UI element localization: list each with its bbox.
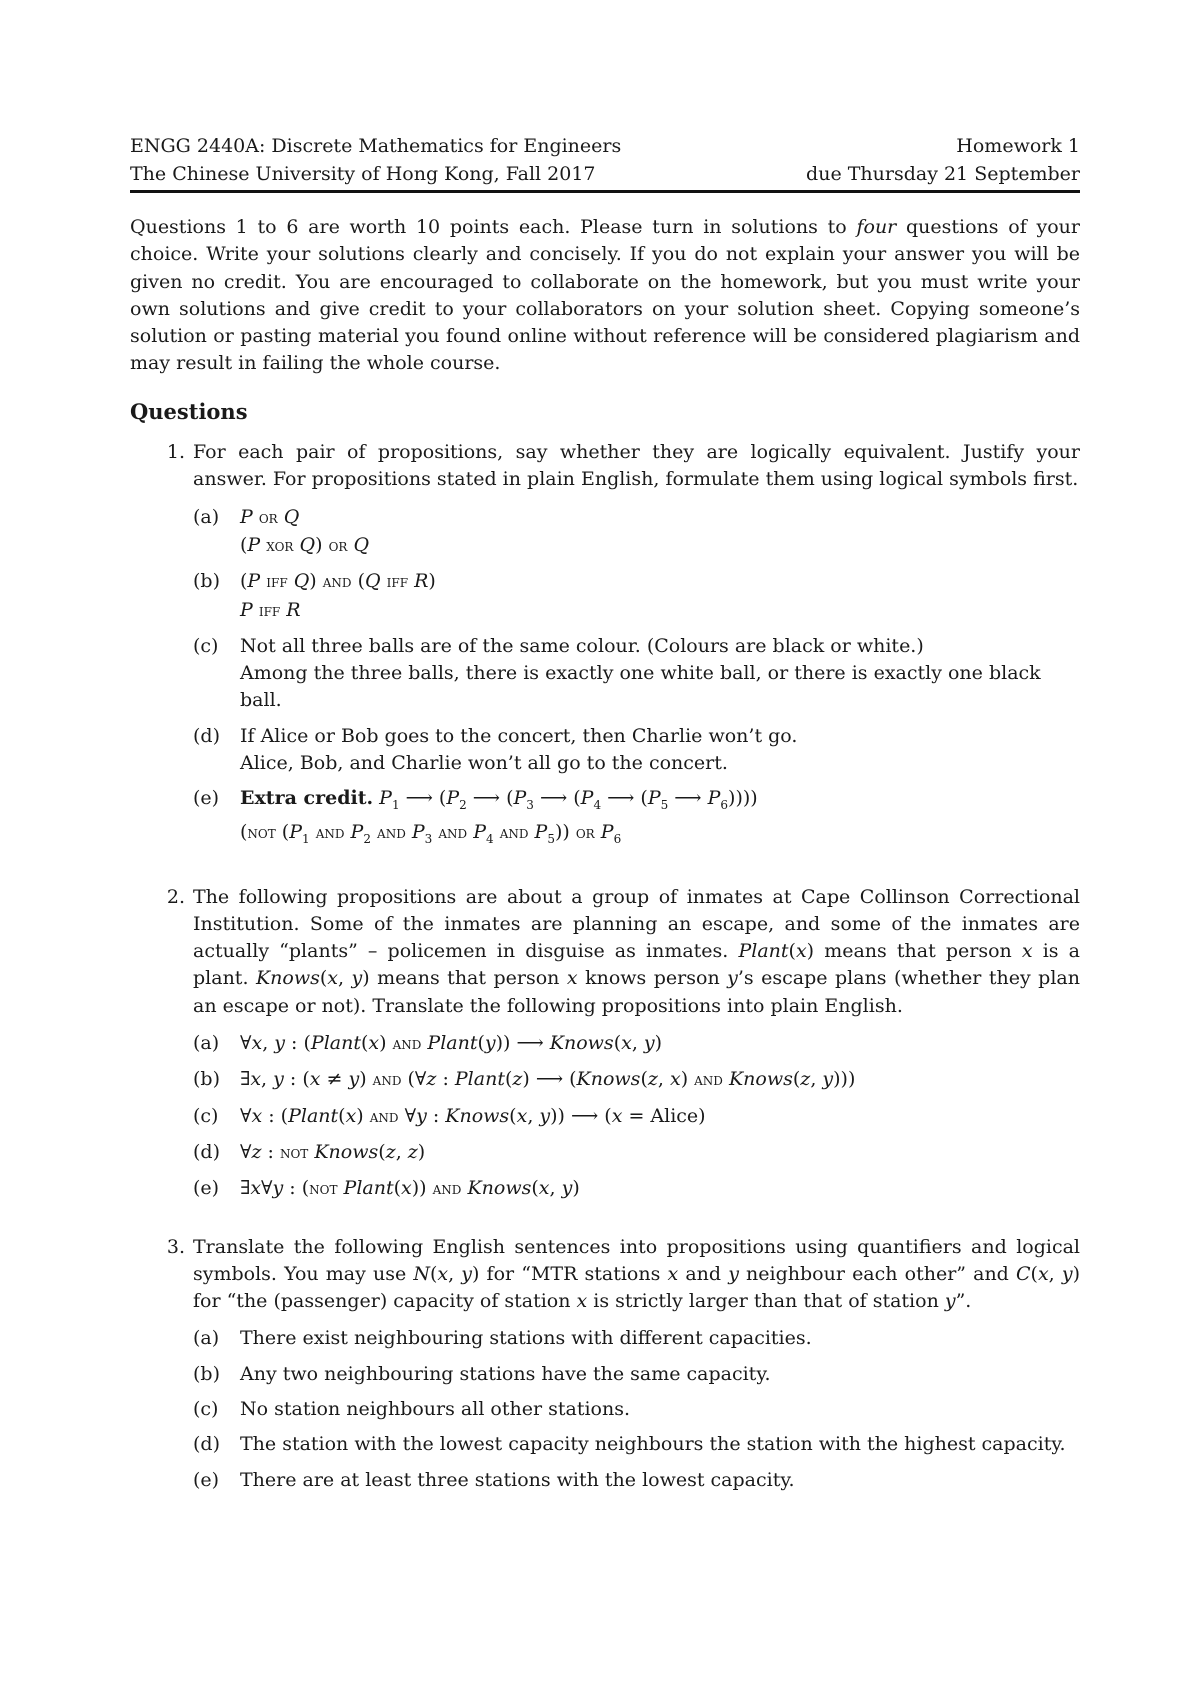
list-item: (a) P or Q (P xor Q) or Q (193, 505, 370, 556)
due-date: due Thursday 21 September (806, 163, 1080, 185)
list-item: (e) There are at least three stations with the lowest capacity. (193, 1468, 795, 1491)
list-item: (b) ∃x, y : (x ≠ y) and (∀z : Plant(z) ⟶ (Knows(z, x) and Knows(z, y))) (193, 1068, 856, 1091)
assignment-title: Homework 1 (956, 135, 1080, 157)
question-text: Translate the following English sentences into propositions using quantifiers and logical symbols. You may use N(x, y) for “MTR stations x and y neighbour each other” and C(x, y) for “the (passenger) capacity of station x is strictly larger than that of station y”. (193, 1235, 1080, 1313)
document-header (130, 132, 1080, 188)
question-1 (130, 439, 1080, 861)
list-item: (c) No station neighbours all other stations. (193, 1397, 631, 1420)
list-item: (b) Any two neighbouring stations have the same capacity. (193, 1362, 771, 1385)
list-item: (e) Extra credit. $P_1$ ⟶ ($P_2$ ⟶ ($P_3$ ⟶ ($P_4$ ⟶ ($P_5$ ⟶ $P_6$)))) (not ($P_1$ and $P_2$ and $P_3$ and $P_4$ and $P_5$)) or $P_6$ (193, 787, 758, 847)
question-number: 2. (166, 885, 185, 908)
question-text: For each pair of propositions, say whether they are logically equivalent. Justify your answer. For propositions stated in plain English, formulate them using logical symbols first. (193, 441, 1080, 491)
document-body (130, 214, 1080, 1524)
emphasis-four: four (856, 216, 897, 238)
extra-credit-label: Extra credit. (240, 787, 374, 810)
question-3 (130, 1234, 1080, 1502)
list-item: (e) ∃x∀y : (not Plant(x)) and Knows(x, y) (193, 1177, 580, 1200)
header-rule (130, 190, 1080, 193)
course-title: ENGG 2440A: Discrete Mathematics for Engineers (130, 135, 622, 157)
list-item: (d) ∀z : not Knows(z, z) (193, 1140, 426, 1163)
section-title: Questions (130, 398, 248, 424)
instructions-paragraph: Questions 1 to 6 are worth 10 points each. Please turn in solutions to four questions of your choice. Write your solutions clearly and concisely. If you do not explain your answer you will be given no credit. You are encouraged to collaborate on the homework, but you must write your own solutions and give credit to your collaborators on your solution sheet. Copying someone’s solution or pasting material you found online without reference will be considered plagiarism and may result in failing the whole course. (130, 216, 1080, 375)
question-number: 1. (166, 441, 185, 464)
list-item: (a) ∀x, y : (Plant(x) and Plant(y)) ⟶ Knows(x, y) (193, 1032, 663, 1055)
question-text: The following propositions are about a group of inmates at Cape Collinson Correctional Institution. Some of the inmates are planning an escape, and some of the inmates are actually “plants” – policemen in disguise as inmates. Plant(x) means that person x is a plant. Knows(x, y) means that person x knows person y’s escape plans (whether they plan an escape or not). Translate the following propositions into plain English. (193, 885, 1081, 1017)
list-item: (b) (P iff Q) and (Q iff R) P iff R (193, 570, 436, 621)
question-2 (130, 884, 1080, 1212)
question-number: 3. (166, 1235, 185, 1258)
list-item: (c) Not all three balls are of the same colour. (Colours are black or white.) Among the three balls, there is exactly one white ball, or there is exactly one black ball. (193, 634, 1041, 712)
list-item: (d) If Alice or Bob goes to the concert, then Charlie won’t go. Alice, Bob, and Charlie won’t all go to the concert. (193, 724, 798, 775)
list-item: (c) ∀x : (Plant(x) and ∀y : Knows(x, y)) ⟶ (x = Alice) (193, 1104, 706, 1127)
list-item: (d) The station with the lowest capacity neighbours the station with the highest capacity. (193, 1433, 1066, 1456)
list-item: (a) There exist neighbouring stations with different capacities. (193, 1327, 812, 1350)
university-term: The Chinese University of Hong Kong, Fall 2017 (130, 163, 596, 185)
